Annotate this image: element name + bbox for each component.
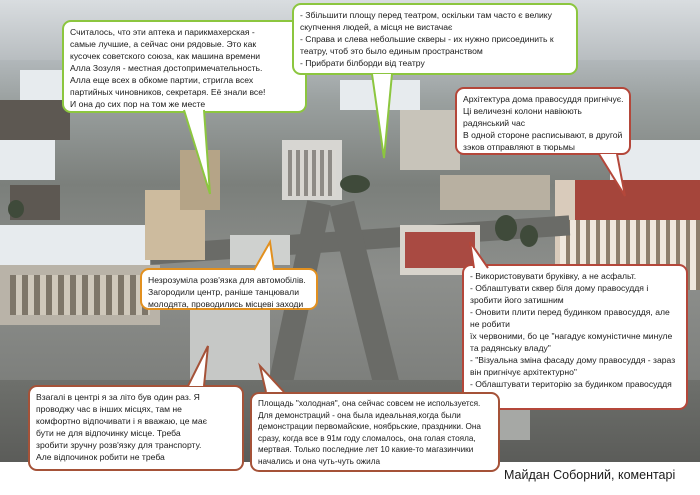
comment-line: не робити (470, 319, 510, 329)
comment-line: він пригнічує архітектурно" (470, 367, 577, 377)
comment-line: Загородили центр, раніше танцювали (148, 287, 299, 297)
comment-line: молодята, проводились місцеві заходи (148, 299, 304, 309)
comment-line: Площадь "холодная", она сейчас совсем не используется. (258, 399, 481, 408)
comment-line: самые лучшие, а сейчас они рядовые. Это как (70, 39, 257, 49)
comment-line: Ці величезні колони навіюють (463, 106, 582, 116)
comment-line: - Збільшити площу перед театром, оскільки там часто є велику (300, 10, 552, 20)
comment-line: бути не для відпочинку місце. Треба (36, 428, 181, 438)
comment-line: И она до сих пор на том же месте (70, 99, 206, 109)
comment-theatre (292, 3, 578, 75)
comment-line: мертвая. Только последние лет 10 какие-то магазинчики (258, 445, 474, 455)
comment-line: Для демонстраций - она была идеальная,когда были (258, 410, 461, 420)
comment-line: радянський час (463, 118, 526, 128)
comment-line: та радянську владу" (470, 343, 551, 353)
comment-line: Взагалі в центрі я за літо був один раз. Я (36, 392, 200, 402)
callout-tail (256, 364, 296, 394)
comment-line: їх червоними, бо це "нагадує комуністичне минуле (470, 331, 673, 341)
comment-junction (140, 268, 318, 310)
comment-line: Алла Зозуля - местная достопримечательность. (70, 63, 263, 73)
callout-tail (180, 108, 220, 198)
comment-line: партийных чиновников, секретаря. Её знали все! (70, 87, 266, 97)
callout-tail (250, 240, 290, 272)
comment-line: зэков отправляют в тюрьмы (463, 142, 575, 152)
callout-tail (595, 152, 635, 202)
comment-line: В одной стороне расписывают, в другой (463, 130, 623, 140)
comment-line: проводжу час в інших місцях, там не (36, 404, 182, 414)
comment-line: - Прибрати білборди від театру (300, 58, 425, 68)
comment-line: Алла еще всех в обкоме партии, стригла всех (70, 75, 254, 85)
callout-tail (468, 240, 498, 270)
comment-line: начались и она чуть-чуть ожила (258, 456, 381, 466)
comment-square (250, 392, 500, 472)
comment-line: - Облаштувати сквер біля дому правосуддя і (470, 283, 649, 293)
comment-line: комфортно відпочивати і я вважаю, це має (36, 416, 207, 426)
comment-line: демонстрации первомайские, ноябрьские, праздники. Она (258, 422, 481, 432)
comment-line: Але відпочинок робити не треба (36, 452, 165, 462)
comment-line: зробити його затишним (470, 295, 564, 305)
comment-pharmacy (62, 20, 307, 113)
comment-court-architecture (455, 87, 631, 155)
comment-line: зробити зручну розв'язку для транспорту. (36, 440, 202, 450)
comment-line: Незрозуміла розв'язка для автомобілів. (148, 275, 306, 285)
figure-caption: Майдан Соборний, коментарі (504, 468, 676, 482)
comment-visitors (28, 385, 244, 471)
comment-line: - Облаштувати територію за будинком правосуддя (470, 379, 672, 389)
callout-tail (370, 72, 410, 162)
comment-line: - Використовувати бруківку, а не асфальт. (470, 271, 637, 281)
comment-line: - "Візуальна зміна фасаду дому правосуддя - зараз (470, 355, 676, 365)
comment-improvements (462, 264, 688, 410)
comment-line: сразу, когда все в 91м году сломалось, она голая стояла, (258, 433, 476, 443)
comment-line: скупчення людей, а місця не вистачає (300, 22, 453, 32)
comment-line: Считалось, что эти аптека и парикмахерская - (70, 27, 255, 37)
comment-line: - Оновити плити перед будинком правосуддя, але (470, 307, 670, 317)
callout-tail (178, 344, 218, 388)
comment-line: театру, чтоб это было единым пространством (300, 46, 483, 56)
comment-line: - Справа и слева небольшие скверы - их нужно присоединить к (300, 34, 554, 44)
comment-line: кусочек советского союза, как машина времени (70, 51, 261, 61)
comment-line: Архітектура дома правосуддя пригнічує. (463, 94, 624, 104)
